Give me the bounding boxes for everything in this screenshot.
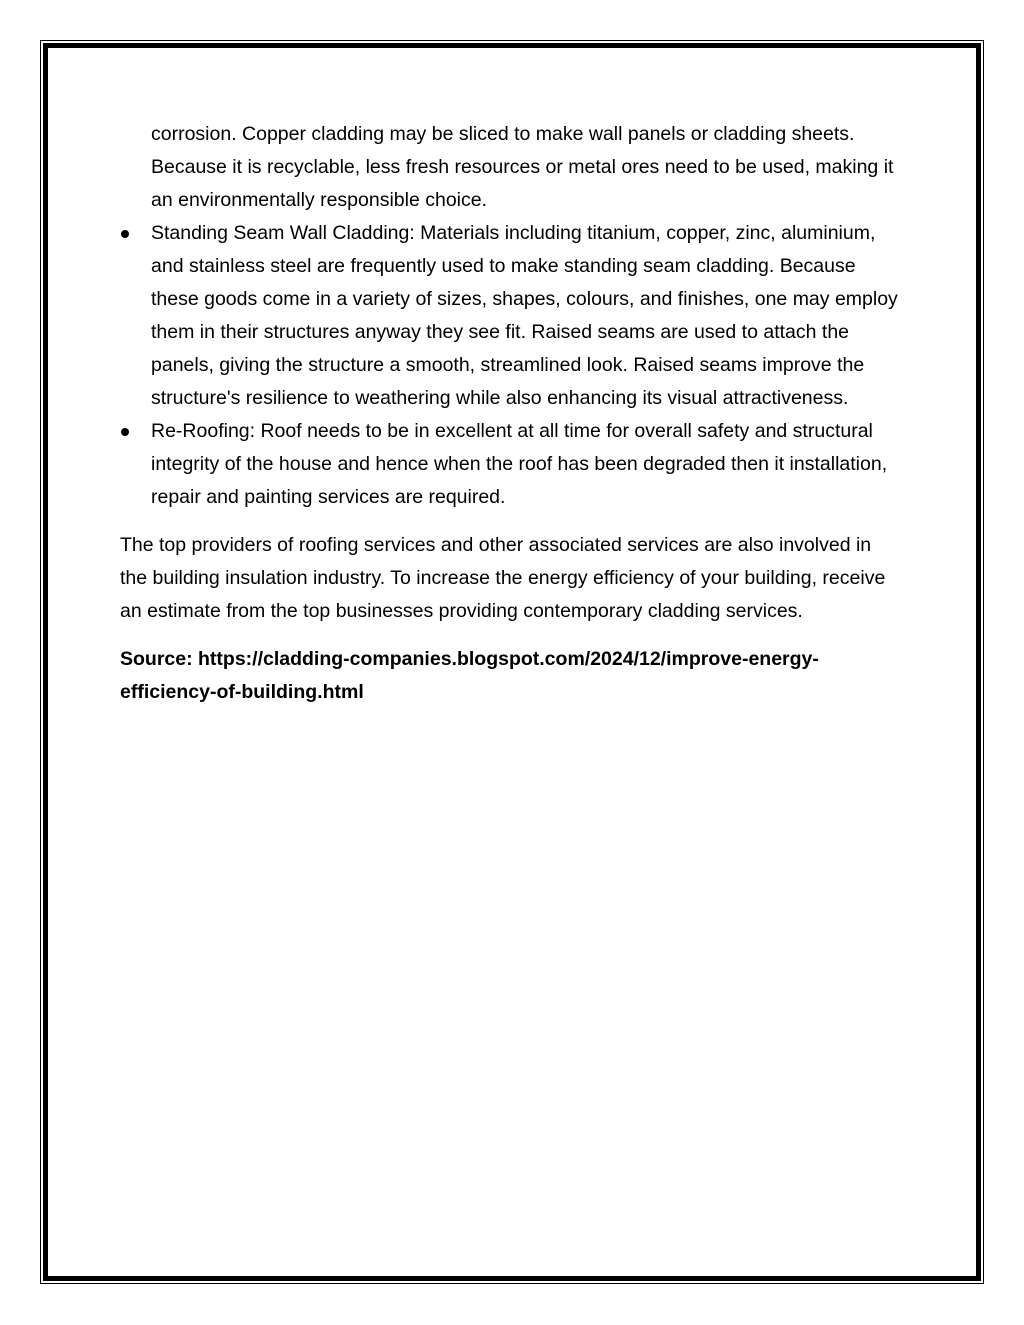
- bullet-continuation-text: corrosion. Copper cladding may be sliced to make wall panels or cladding sheets. Because it is recyclable, less fresh resources or metal ores need to be used, making it an environmentally responsible choice.: [151, 123, 894, 211]
- source-line-1: Source: https://cladding-companies.blogspot.com/2024/12/improve-energy-: [120, 648, 819, 670]
- bullet-list: [120, 118, 900, 514]
- bullet-item-re-roofing: [120, 415, 900, 514]
- bullet-dot-icon: [121, 428, 129, 436]
- source-citation: [120, 643, 900, 709]
- source-line-2: efficiency-of-building.html: [120, 681, 364, 703]
- document-body: [120, 118, 900, 709]
- body-paragraph: The top providers of roofing services and other associated services are also involved in the building insulation industry. To increase the energy efficiency of your building, receive an estimate from the top businesses providing contemporary cladding services.: [120, 534, 886, 622]
- bullet-continuation: [120, 118, 900, 217]
- bullet-text: Re-Roofing: Roof needs to be in excellent at all time for overall safety and structural integrity of the house and hence when the roof has been degraded then it installation, repair and painting services are required.: [151, 420, 888, 508]
- bullet-dot-icon: [121, 230, 129, 238]
- bullet-item-standing-seam: [120, 217, 900, 415]
- bullet-text: Standing Seam Wall Cladding: Materials including titanium, copper, zinc, aluminium, and stainless steel are frequently used to make standing seam cladding. Because these goods come in a variety of sizes, shapes, colours, and finishes, one may employ them in their structures anyway they see fit. Raised seams are used to attach the panels, giving the structure a smooth, streamlined look. Raised seams improve the structure's resilience to weathering while also enhancing its visual attractiveness.: [151, 222, 898, 409]
